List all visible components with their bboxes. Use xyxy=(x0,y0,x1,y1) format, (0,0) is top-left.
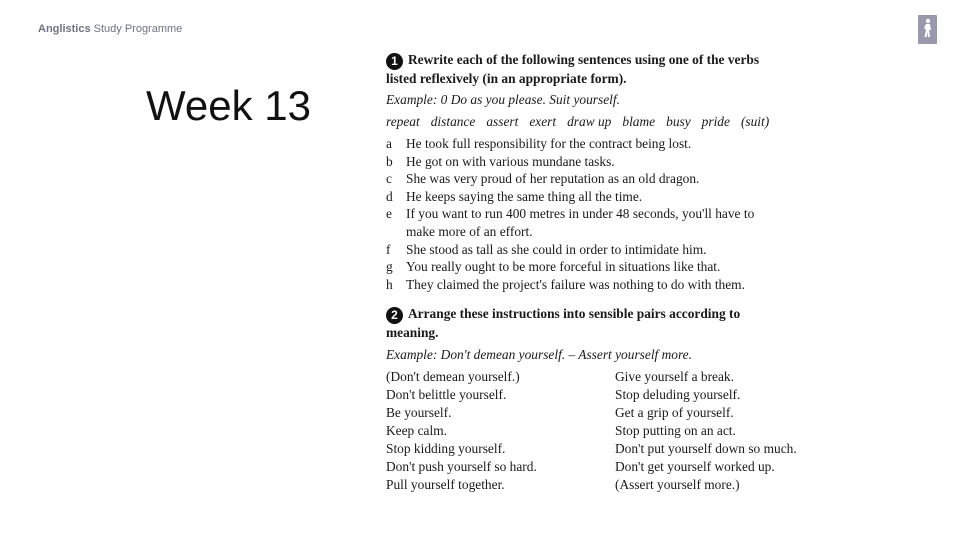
list-item: Get a grip of yourself. xyxy=(615,405,734,420)
exercise1-instruction xyxy=(386,51,832,88)
list-item: d He keeps saying the same thing all the time. xyxy=(386,188,643,204)
exercise-scan xyxy=(382,48,842,498)
verb: pride xyxy=(701,114,730,129)
list-item: Pull yourself together. xyxy=(386,477,505,492)
list-item: make more of an effort. xyxy=(406,223,533,239)
list-item: (Assert yourself more.) xyxy=(615,477,740,492)
right-column xyxy=(615,368,797,494)
exercise2-line2: meaning. xyxy=(386,325,439,340)
example-label: Example: xyxy=(386,92,438,107)
list-item: Keep calm. xyxy=(386,423,447,438)
exercise2-instruction xyxy=(386,305,832,342)
list-item: h They claimed the project's failure was nothing to do with them. xyxy=(386,276,745,292)
exercise2-line1: Arrange these instructions into sensible pairs according to xyxy=(408,306,741,321)
list-item: Don't put yourself down so much. xyxy=(615,441,797,456)
verb: draw up xyxy=(567,114,612,129)
verb: blame xyxy=(622,114,656,129)
figure-logo-icon xyxy=(918,15,937,44)
list-item: Don't push yourself so hard. xyxy=(386,459,537,474)
exercise1-number: 1 xyxy=(386,53,403,70)
verb: assert xyxy=(486,114,519,129)
left-column xyxy=(386,368,537,494)
verb: busy xyxy=(666,114,691,129)
page-title: Week 13 xyxy=(146,82,311,129)
list-item: b He got on with various mundane tasks. xyxy=(386,153,615,169)
verb: (suit) xyxy=(740,114,770,129)
list-item: (Don't demean yourself.) xyxy=(386,369,520,384)
list-item: c She was very proud of her reputation as an old dragon. xyxy=(386,171,700,187)
verb: distance xyxy=(430,114,476,129)
exercise1-example xyxy=(386,92,620,108)
list-item: f She stood as tall as she could in order to intimidate him. xyxy=(386,241,707,257)
verb: exert xyxy=(529,114,557,129)
list-item: Stop deluding yourself. xyxy=(615,387,741,402)
programme-header xyxy=(38,23,182,35)
list-item: Stop kidding yourself. xyxy=(386,441,506,456)
list-item: Don't belittle yourself. xyxy=(386,387,507,402)
verb: repeat xyxy=(386,114,420,129)
exercise1-line2: listed reflexively (in an appropriate form). xyxy=(386,71,627,86)
list-item: Give yourself a break. xyxy=(615,369,734,384)
exercise2-example xyxy=(386,347,692,363)
exercise1-items xyxy=(386,135,836,293)
example-text: Don't demean yourself. – Assert yourself more. xyxy=(440,347,692,362)
list-item: Don't get yourself worked up. xyxy=(615,459,775,474)
example-text: 0 Do as you please. Suit yourself. xyxy=(440,92,620,107)
verb-list xyxy=(386,114,780,130)
list-item: a He took full responsibility for the contract being lost. xyxy=(386,136,692,151)
list-item: Be yourself. xyxy=(386,405,452,420)
brand-label: Anglistics xyxy=(38,23,91,35)
list-item: g You really ought to be more forceful in situations like that. xyxy=(386,259,721,275)
programme-label: Study Programme xyxy=(93,23,183,35)
list-item: Stop putting on an act. xyxy=(615,423,736,438)
exercise1-line1: Rewrite each of the following sentences using one of the verbs xyxy=(408,52,760,67)
example-label: Example: xyxy=(386,347,438,362)
list-item: e If you want to run 400 metres in under 48 seconds, you'll have to xyxy=(386,206,755,222)
exercise2-number: 2 xyxy=(386,307,403,324)
